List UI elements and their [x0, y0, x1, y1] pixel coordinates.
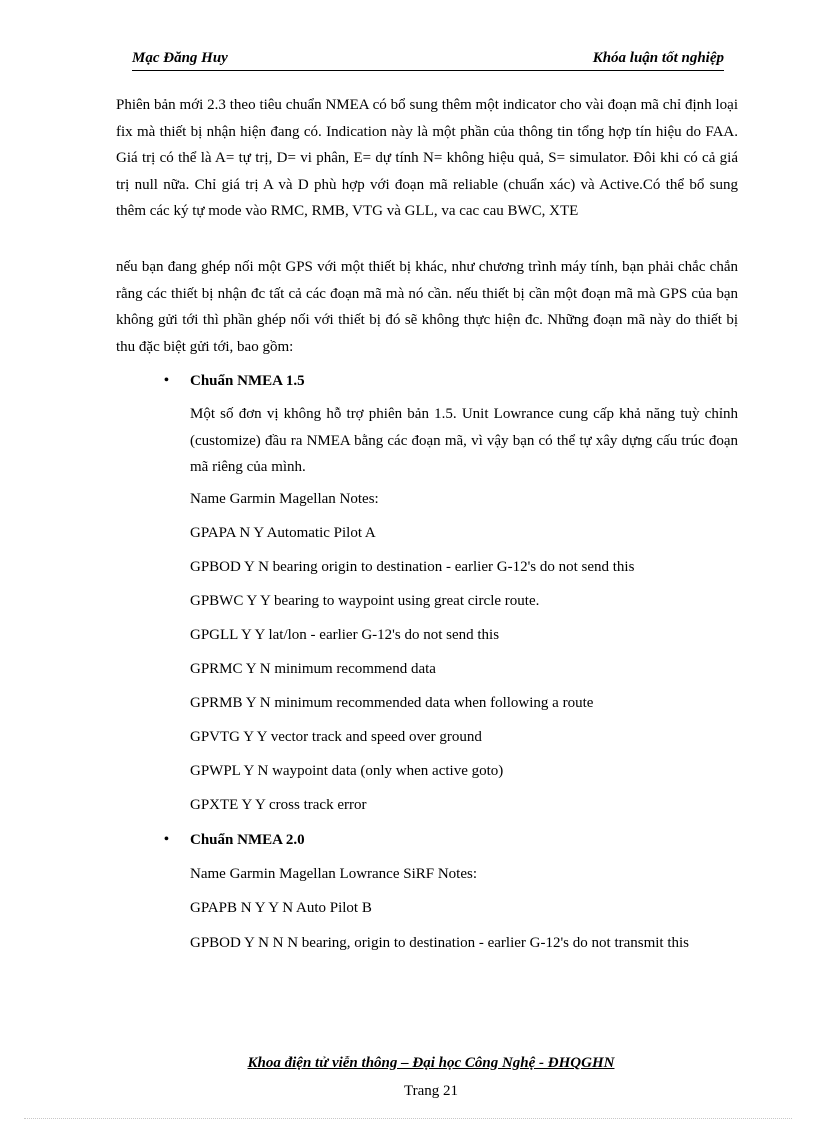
- sentence-row: GPAPB N Y Y N Auto Pilot B: [190, 900, 372, 916]
- sentence-row: GPVTG Y Y vector track and speed over ground: [190, 729, 482, 745]
- paragraph-nmea-2-3: Phiên bản mới 2.3 theo tiêu chuẩn NMEA có bổ sung thêm một indicator cho vài đoạn mã chỉ định loại fix mà thiết bị nhận hiện đang có. Indication này là một phần của thông tin tổng hợp tín hiệu do FAA. Giá trị có thể là A= tự trị, D= vi phân, E= dự tính N= không hiệu quả, S= simulator. Đôi khi có cả giá trị null nữa. Chỉ giá trị A và D phù hợp với đoạn mã reliable (chuẩn xác) và Active.Có thể bổ sung thêm các ký tự mode vào RMC, RMB, VTG và GLL, va cac cau BWC, XTE: [116, 97, 738, 219]
- sentence-row: GPBWC Y Y bearing to waypoint using great circle route.: [190, 593, 540, 609]
- sentence-table-header: Name Garmin Magellan Notes:: [190, 491, 379, 507]
- sentence-row: GPXTE Y Y cross track error: [190, 797, 367, 813]
- footer-faculty-text: Khoa điện tử viễn thông – Đại học Công Nghệ - ĐHQGHN: [247, 1055, 615, 1071]
- page-number: Trang 21: [403, 1083, 459, 1099]
- footer-divider: [24, 1118, 792, 1119]
- sentence-row: GPWPL Y N waypoint data (only when active goto): [190, 763, 504, 779]
- sentence-row: GPGLL Y Y lat/lon - earlier G-12's do not send this: [190, 627, 500, 643]
- bullet-icon: •: [164, 832, 169, 847]
- sentence-row: GPRMC Y N minimum recommend data: [190, 661, 436, 677]
- paragraph-interfacing: nếu bạn đang ghép nối một GPS với một thiết bị khác, như chương trình máy tính, bạn phải chắc chắn rằng các thiết bị nhận đc tất cả các đoạn mã mà nó cần. nếu thiết bị cần một đoạn mã mà GPS của bạn không gửi tới thì phần ghép nối với thiết bị đó sẽ không thực hiện đc. Những đoạn mã này do thiết bị thu đặc biệt gửi tới, bao gồm:: [116, 259, 738, 355]
- bullet-icon: •: [164, 373, 169, 388]
- sentence-row: GPBOD Y N bearing origin to destination - earlier G-12's do not send this: [190, 559, 635, 575]
- sentence-table-header: Name Garmin Magellan Lowrance SiRF Notes:: [190, 866, 478, 882]
- section-heading-nmea-2-0: Chuẩn NMEA 2.0: [190, 832, 305, 848]
- page-header: [132, 48, 724, 71]
- header-author: Mạc Đăng Huy: [132, 50, 228, 66]
- header-doc-type: Khóa luận tốt nghiệp: [592, 50, 724, 66]
- footer-faculty: [0, 1055, 816, 1072]
- sentence-row: GPAPA N Y Automatic Pilot A: [190, 525, 376, 541]
- sentence-row: GPRMB Y N minimum recommended data when following a route: [190, 695, 594, 711]
- sentence-row: GPBOD Y N N N bearing, origin to destination - earlier G-12's do not transmit this: [190, 935, 690, 951]
- section-heading-nmea-1-5: Chuẩn NMEA 1.5: [190, 373, 305, 389]
- section1-intro: Một số đơn vị không hỗ trợ phiên bản 1.5. Unit Lowrance cung cấp khả năng tuỳ chỉnh (customize) đầu ra NMEA bằng các đoạn mã, vì vậy bạn có thể tự xây dựng cấu trúc đoạn mã riêng của mình.: [190, 406, 738, 475]
